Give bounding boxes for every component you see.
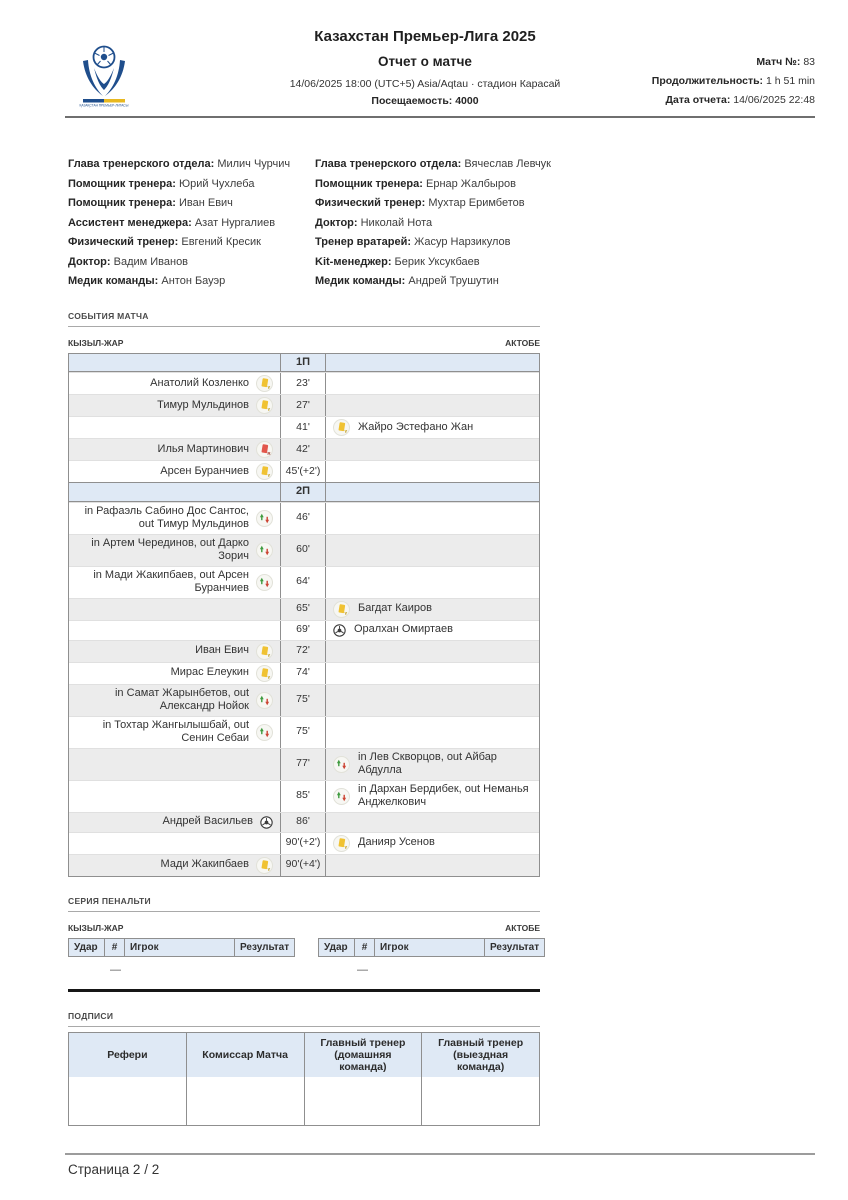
staff-role-label: Глава тренерского отдела:	[68, 158, 218, 170]
svg-text:Y: Y	[266, 652, 270, 658]
league-title: Казахстан Премьер-Лига 2025	[314, 28, 536, 45]
event-away-cell	[326, 663, 539, 684]
event-away-cell	[326, 417, 539, 438]
event-row	[69, 640, 539, 662]
signatures-header-row	[69, 1033, 539, 1077]
staff-role-label: Доктор:	[68, 255, 114, 268]
staff-person-name: Ернар Жалбыров	[425, 177, 516, 190]
event-away-cell	[326, 855, 539, 876]
event-time: 75'	[280, 685, 326, 716]
report-date-line	[652, 91, 815, 110]
staff-line	[315, 175, 562, 195]
event-home-cell	[69, 663, 280, 684]
event-player: in Артем Черединов, out Дарко Зорич	[91, 536, 249, 562]
event-player: in Мади Жакипбаев, out Арсен Буранчиев	[93, 568, 249, 594]
event-row	[69, 854, 539, 876]
event-time: 65'	[280, 599, 326, 620]
staff-person-name: Иван Евич	[178, 197, 233, 209]
signature-col-header: Комиссар Матча	[187, 1033, 305, 1077]
attendance-value: 4000	[455, 95, 479, 107]
event-away-cell	[326, 813, 539, 832]
event-home-cell	[69, 781, 280, 812]
event-player: Данияр Усенов	[358, 836, 435, 849]
staff-line	[68, 272, 315, 292]
event-away-cell	[326, 535, 539, 566]
event-time: 85'	[280, 781, 326, 812]
signatures-body-row	[69, 1077, 539, 1125]
match-number-line	[652, 53, 815, 72]
staff-line	[315, 214, 562, 234]
event-home-cell	[69, 373, 280, 394]
event-row	[69, 502, 539, 534]
event-away-cell	[326, 685, 539, 716]
red-card-icon	[256, 441, 273, 458]
substitution-icon	[256, 510, 273, 527]
signature-col-header: Рефери	[69, 1033, 187, 1077]
yellow-card-icon	[333, 601, 350, 618]
match-info: 14/06/2025 18:00 (UTC+5) Asia/Aqtau · стадион Карасай	[289, 78, 561, 90]
event-player: Илья Мартинович	[157, 442, 249, 455]
penalty-col-header: #	[105, 939, 125, 956]
event-home-cell	[69, 535, 280, 566]
signatures-table	[68, 1032, 540, 1126]
penalty-col-header: Удар	[319, 939, 355, 956]
event-time: 77'	[280, 749, 326, 780]
event-time: 42'	[280, 439, 326, 460]
event-time: 74'	[280, 663, 326, 684]
event-time: 23'	[280, 373, 326, 394]
page-number: Страница 2 / 2	[68, 1162, 160, 1177]
event-away-cell	[326, 749, 539, 780]
event-home-cell	[69, 439, 280, 460]
event-time: 45'(+2')	[280, 461, 326, 482]
event-time: 90'(+4')	[280, 855, 326, 876]
event-row	[69, 372, 539, 394]
svg-text:Y: Y	[266, 866, 270, 872]
staff-line	[315, 194, 562, 214]
substitution-icon	[256, 724, 273, 741]
event-time: 46'	[280, 503, 326, 534]
event-player: Арсен Буранчиев	[160, 464, 249, 477]
yellow-card-icon	[256, 665, 273, 682]
staff-line	[68, 155, 315, 175]
svg-text:Y: Y	[266, 407, 270, 412]
match-number-label: Матч №:	[756, 56, 801, 68]
events-away-team-label: АКТОБЕ	[505, 337, 540, 348]
yellow-card-icon	[256, 643, 273, 660]
staff-person-name: Николай Нота	[360, 216, 433, 229]
event-row	[69, 598, 539, 620]
yellow-card-icon	[333, 419, 350, 436]
footer-divider	[65, 1153, 815, 1155]
penalty-table	[68, 938, 295, 957]
duration-label: Продолжительность:	[651, 75, 764, 87]
event-home-cell	[69, 685, 280, 716]
staff-role-label: Помощник тренера:	[68, 197, 179, 209]
staff-col-home	[68, 155, 315, 292]
staff-line	[68, 194, 315, 214]
staff-person-name: Андрей Трушутин	[408, 275, 499, 287]
event-home-cell	[69, 717, 280, 748]
substitution-icon	[256, 542, 273, 559]
match-number-value: 83	[803, 56, 815, 68]
duration-value: 1 h 51 min	[765, 75, 815, 87]
signature-col-header: Главный тренер (домашняя команда)	[305, 1033, 423, 1077]
event-time: 90'(+2')	[280, 833, 326, 854]
yellow-card-icon	[256, 375, 273, 392]
penalty-col-header: Игрок	[125, 939, 235, 956]
event-time: 75'	[280, 717, 326, 748]
event-row	[69, 394, 539, 416]
signature-empty-cell	[187, 1077, 305, 1125]
event-away-cell	[326, 395, 539, 416]
header-divider	[65, 116, 815, 118]
event-away-cell	[326, 641, 539, 662]
event-home-cell	[69, 749, 280, 780]
event-player: Андрей Васильев	[162, 815, 253, 828]
event-row	[69, 812, 539, 832]
signature-empty-cell	[305, 1077, 423, 1125]
staff-line	[68, 253, 315, 273]
event-away-cell	[326, 781, 539, 812]
event-row	[69, 416, 539, 438]
period-header-row	[69, 354, 539, 373]
period-header-away-cell	[326, 483, 539, 501]
staff-person-name: Мухтар Еримбетов	[428, 197, 525, 209]
event-row	[69, 684, 539, 716]
event-home-cell	[69, 461, 280, 482]
attendance-label: Посещаемость:	[371, 95, 453, 107]
event-away-cell	[326, 567, 539, 598]
event-time: 86'	[280, 813, 326, 832]
goal-icon	[260, 816, 273, 829]
penalty-col-header: Игрок	[375, 939, 485, 956]
penalties-home-team-label: КЫЗЫЛ-ЖАР	[68, 922, 124, 933]
event-away-cell	[326, 503, 539, 534]
event-home-cell	[69, 567, 280, 598]
event-away-cell	[326, 461, 539, 482]
staff-role-label: Помощник тренера:	[68, 177, 179, 190]
event-time: 72'	[280, 641, 326, 662]
report-date-label: Дата отчета:	[665, 94, 731, 106]
period-label: 2П	[280, 483, 326, 501]
staff-role-label: Тренер вратарей:	[315, 236, 415, 248]
staff-role-label: Kit-менеджер:	[315, 255, 395, 268]
event-home-cell	[69, 503, 280, 534]
staff-role-label: Глава тренерского отдела:	[315, 158, 465, 170]
svg-text:Y: Y	[343, 429, 347, 434]
event-away-cell	[326, 621, 539, 640]
staff-grid	[68, 155, 848, 292]
substitution-icon	[256, 692, 273, 709]
staff-role-label: Физический тренер:	[68, 236, 182, 248]
yellow-card-icon	[333, 835, 350, 852]
penalty-table	[318, 938, 545, 957]
report-date-value: 14/06/2025 22:48	[733, 94, 815, 106]
signatures-section	[68, 1011, 540, 1126]
penalty-col-header: Результат	[490, 941, 540, 953]
staff-role-label: Медик команды:	[68, 275, 162, 287]
event-away-cell	[326, 439, 539, 460]
event-player: in Лев Скворцов, out Айбар Абдулла	[358, 750, 497, 776]
period-header-row	[69, 482, 539, 502]
events-home-team-label: КЫЗЫЛ-ЖАР	[68, 337, 124, 348]
staff-line	[68, 214, 315, 234]
event-row	[69, 566, 539, 598]
staff-role-label: Медик команды:	[315, 275, 409, 287]
event-row	[69, 832, 539, 854]
staff-person-name: Евгений Кресик	[181, 236, 261, 248]
event-player: Жайро Эстефано Жан	[358, 420, 474, 433]
event-away-cell	[326, 717, 539, 748]
event-home-cell	[69, 621, 280, 640]
event-player: in Рафаэль Сабино Дос Сантос, out Тимур Мульдинов	[84, 504, 249, 530]
event-row	[69, 716, 539, 748]
attendance-line	[205, 95, 645, 107]
event-time: 27'	[280, 395, 326, 416]
staff-person-name: Вадим Иванов	[113, 255, 189, 268]
event-home-cell	[69, 395, 280, 416]
events-table	[68, 353, 540, 877]
penalty-col-header: Удар	[69, 939, 105, 956]
staff-person-name: Азат Нургалиев	[194, 216, 276, 229]
staff-person-name: Берик Уксукбаев	[394, 255, 480, 268]
event-time: 64'	[280, 567, 326, 598]
event-player: Оралхан Омиртаев	[354, 623, 453, 636]
signatures-section-title: ПОДПИСИ	[68, 1011, 540, 1027]
event-row	[69, 438, 539, 460]
staff-col-away	[315, 155, 562, 292]
events-section	[68, 311, 540, 877]
staff-person-name: Жасур Нарзикулов	[414, 236, 511, 248]
event-time: 41'	[280, 417, 326, 438]
event-time: 69'	[280, 621, 326, 640]
penalty-empty-home: —	[110, 963, 121, 976]
period-label: 1П	[280, 354, 326, 372]
event-away-cell	[326, 599, 539, 620]
event-home-cell	[69, 417, 280, 438]
event-home-cell	[69, 641, 280, 662]
event-player: in Самат Жарынбетов, out Александр Нойок	[114, 686, 249, 712]
yellow-card-icon	[256, 397, 273, 414]
period-header-away-cell	[326, 354, 539, 372]
period-header-home-cell	[69, 483, 280, 501]
event-row	[69, 662, 539, 684]
staff-line	[315, 155, 562, 175]
staff-person-name: Антон Бауэр	[161, 275, 226, 287]
substitution-icon	[333, 788, 350, 805]
svg-text:R: R	[266, 451, 271, 456]
event-row	[69, 620, 539, 640]
event-player: Анатолий Козленко	[150, 376, 249, 389]
staff-role-label: Физический тренер:	[315, 197, 429, 209]
staff-line	[315, 233, 562, 253]
penalty-col-header: Результат	[240, 941, 290, 953]
match-meta	[652, 53, 815, 110]
svg-text:Y: Y	[266, 385, 270, 390]
svg-text:Y: Y	[266, 674, 270, 680]
penalty-col-header: #	[355, 939, 375, 956]
event-home-cell	[69, 833, 280, 854]
duration-line	[652, 72, 815, 91]
signature-empty-cell	[422, 1077, 539, 1125]
staff-line	[315, 253, 562, 273]
league-logo	[76, 44, 132, 113]
event-player: Мади Жакипбаев	[160, 858, 249, 871]
event-player: Иван Евич	[195, 644, 249, 657]
penalty-empty-away: —	[357, 963, 368, 976]
section-divider	[68, 989, 540, 992]
substitution-icon	[333, 756, 350, 773]
staff-person-name: Юрий Чухлеба	[178, 177, 255, 190]
event-player: in Дархан Бердибек, out Неманья Анджелкович	[358, 782, 529, 808]
report-header	[0, 0, 848, 118]
staff-line	[315, 272, 562, 292]
event-time: 60'	[280, 535, 326, 566]
event-home-cell	[69, 599, 280, 620]
staff-role-label: Ассистент менеджера:	[68, 216, 195, 229]
event-row	[69, 748, 539, 780]
event-home-cell	[69, 813, 280, 832]
penalties-section-title: СЕРИЯ ПЕНАЛЬТИ	[68, 896, 540, 912]
svg-text:Y: Y	[343, 610, 347, 616]
signature-empty-cell	[69, 1077, 187, 1125]
report-title: Отчет о матче	[378, 54, 472, 69]
period-header-home-cell	[69, 354, 280, 372]
staff-line	[68, 233, 315, 253]
goal-icon	[333, 624, 346, 637]
event-row	[69, 780, 539, 812]
staff-role-label: Доктор:	[315, 216, 361, 229]
staff-person-name: Милич Чурчич	[217, 158, 291, 170]
staff-person-name: Вячеслав Левчук	[464, 158, 551, 170]
staff-role-label: Помощник тренера:	[315, 177, 426, 190]
yellow-card-icon	[256, 463, 273, 480]
event-away-cell	[326, 833, 539, 854]
penalties-away-team-label: АКТОБЕ	[505, 922, 540, 933]
svg-text:Y: Y	[343, 844, 347, 850]
signature-col-header: Главный тренер (выездная команда)	[422, 1033, 539, 1077]
event-player: in Тохтар Жангылышбай, out Сенин Себаи	[102, 718, 249, 744]
event-player: Мирас Елеукин	[170, 666, 249, 679]
substitution-icon	[256, 574, 273, 591]
event-home-cell	[69, 855, 280, 876]
events-section-title: СОБЫТИЯ МАТЧА	[68, 311, 540, 327]
event-row	[69, 460, 539, 482]
event-row	[69, 534, 539, 566]
event-player: Тимур Мульдинов	[157, 398, 249, 411]
staff-line	[68, 175, 315, 195]
svg-text:ҚАЗАҚСТАН ПРЕМЬЕР-ЛИГАСЫ: ҚАЗАҚСТАН ПРЕМЬЕР-ЛИГАСЫ	[79, 103, 129, 108]
event-away-cell	[326, 373, 539, 394]
event-player: Багдат Каиров	[358, 602, 432, 615]
penalties-section	[68, 896, 540, 992]
yellow-card-icon	[256, 857, 273, 874]
svg-text:Y: Y	[266, 473, 270, 478]
